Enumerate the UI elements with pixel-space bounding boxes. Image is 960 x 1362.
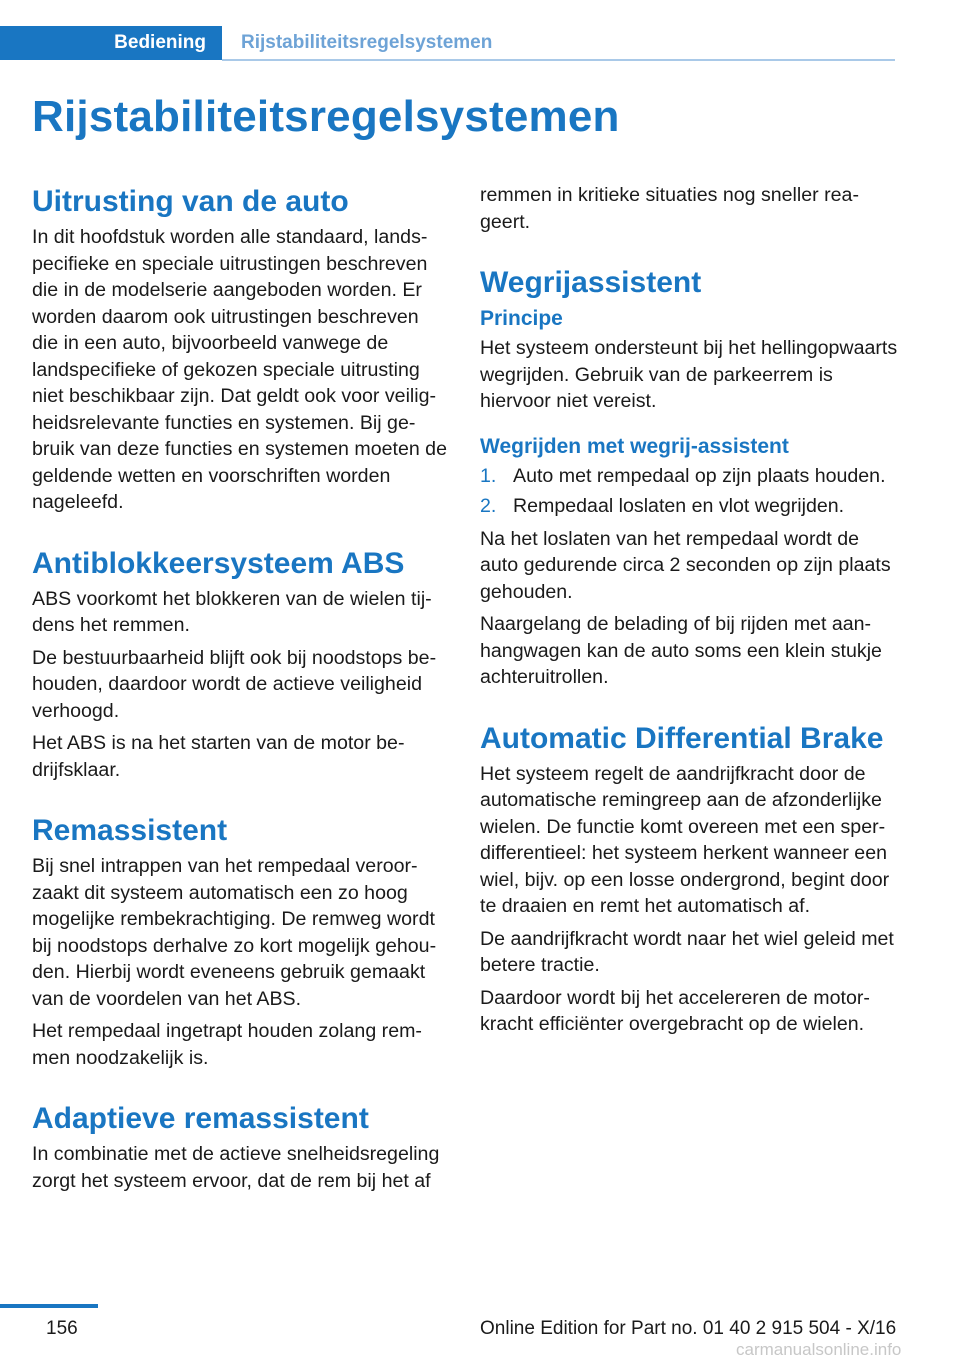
- paragraph: Naargelang de belading of bij rijden met aanhangwagen kan de auto soms een klein stukje achteruitrollen.: [480, 613, 882, 688]
- right-column: [480, 182, 898, 1044]
- step-number: 1.: [480, 464, 497, 487]
- tab-underline: [222, 59, 895, 61]
- paragraph: De aandrijfkracht wordt naar het wiel geleid met betere tractie.: [480, 927, 894, 976]
- heading-adb: Automatic Differential Brake: [480, 721, 884, 755]
- paragraph-continuation: remmen in kritieke situaties nog sneller reageert.: [480, 184, 859, 233]
- page-title: Rijstabiliteitsregelsystemen: [32, 92, 620, 141]
- list-item: [480, 493, 898, 520]
- header-tabbar: [0, 26, 895, 62]
- heading-remassistent: Remassistent: [32, 814, 228, 847]
- paragraph: Het systeem regelt de aandrijfkracht door de automatische remingreep aan de afzonderlijke wielen. De functie komt overeen met een sperdifferentieel: het systeem herkent wanneer een wiel, bijv. op een losse ondergrond, begint door te draaien en remt het automatisch af.: [480, 762, 890, 917]
- paragraph: Na het loslaten van het rempedaal wordt de auto gedurende circa 2 seconden op zijn plaats gehouden.: [480, 527, 891, 603]
- section-adb: [480, 719, 898, 1038]
- paragraph: In dit hoofdstuk worden alle standaard, landspecifieke en speciale uitrustingen beschreven die in de modelserie aangeboden worden. Er worden daarom ook uitrustingen beschreven die in een auto, bijvoorbeeld vanwege de landspecifieke of gekozen speciale uitrusting niet beschikbaar zijn. Dat geldt ook voor veiligheidsrelevante functies en systemen. Bij gebruik van deze functies en systemen moeten de geldende wetten en voorschriften worden nageleefd.: [32, 226, 447, 513]
- watermark: carmanualsonline.info: [736, 1340, 902, 1359]
- step-number: 2.: [480, 495, 497, 517]
- heading-adaptieve-remassistent: Adaptieve remassistent: [32, 1102, 369, 1135]
- section-adaptieve-remassistent: [32, 1099, 450, 1194]
- steps-list: [480, 463, 898, 520]
- paragraph: Bij snel intrappen van het rempedaal veroorzaakt dit systeem automatisch een zo hoog mogelijke rembekrachtiging. De remweg wordt bij noodstops derhalve zo kort mogelijk gehouden. Hierbij wordt eveneens gebruik gemaakt van de voordelen van het ABS.: [32, 855, 437, 1010]
- heading-abs: Antiblokkeersysteem ABS: [32, 546, 405, 580]
- subheading-principe: Principe: [480, 307, 563, 330]
- step-text: Auto met rempedaal op zijn plaats houden.: [513, 464, 886, 487]
- heading-wegrijassistent: Wegrijassistent: [480, 266, 702, 299]
- left-column: [32, 182, 450, 1200]
- section-wegrijassistent: [480, 263, 898, 691]
- edition-note: Online Edition for Part no. 01 40 2 915 504 - X/16: [480, 1318, 897, 1339]
- section-remassistent: [32, 811, 450, 1071]
- step-text: Rempedaal loslaten en vlot wegrijden.: [513, 495, 845, 517]
- paragraph: In combinatie met de actieve snelheidsregeling zorgt het systeem ervoor, dat de rem bij het af: [32, 1143, 440, 1192]
- tab-bediening[interactable]: [0, 26, 222, 60]
- subheading-wegrijden: Wegrijden met wegrij-assistent: [480, 434, 789, 458]
- list-item: [480, 463, 898, 490]
- paragraph: Daardoor wordt bij het accelereren de motorkracht efficiënter overgebracht op de wielen.: [480, 986, 870, 1035]
- section-abs: [32, 544, 450, 784]
- section-uitrusting: [32, 182, 450, 516]
- tab-section-label: Rijstabiliteitsregelsystemen: [241, 32, 493, 53]
- paragraph: De bestuurbaarheid blijft ook bij noodstops behouden, daardoor wordt de actieve veiligheid verhoogd.: [32, 646, 437, 722]
- paragraph: Het systeem ondersteunt bij het hellingopwaarts wegrijden. Gebruik van de parkeerrem is hiervoor niet vereist.: [480, 337, 898, 412]
- page-number: 156: [46, 1318, 78, 1339]
- paragraph: Het rempedaal ingetrapt houden zolang remmen noodzakelijk is.: [32, 1020, 422, 1069]
- paragraph: ABS voorkomt het blokkeren van de wielen tijdens het remmen.: [32, 587, 432, 636]
- footer-accent-line: [0, 1304, 98, 1308]
- paragraph: Het ABS is na het starten van de motor bedrijfsklaar.: [32, 732, 405, 781]
- heading-uitrusting: Uitrusting van de auto: [32, 185, 349, 218]
- tab-bediening-label: Bediening: [114, 32, 206, 53]
- tab-section[interactable]: [241, 26, 492, 60]
